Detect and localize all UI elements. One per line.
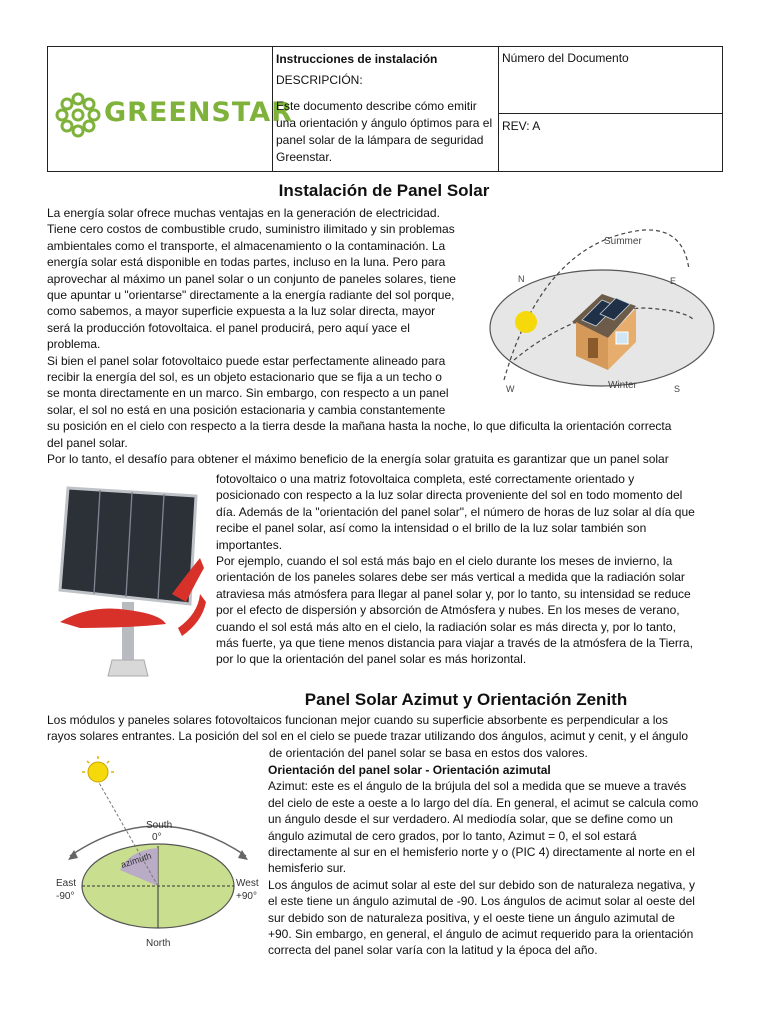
- text-line: de orientación del panel solar se basa en estos dos valores.: [269, 745, 588, 760]
- revision-label: REV: A: [502, 119, 541, 133]
- north-label: N: [518, 274, 525, 284]
- doc-info-cell: [498, 47, 722, 171]
- brand-name: GREENSTAR: [104, 97, 293, 128]
- text-line: orientación de los paneles solares debe ser más vertical a medida que la radiación solar: [216, 570, 685, 585]
- description-label: DESCRIPCIÓN:: [276, 73, 363, 87]
- text-line: correcta del panel solar varía con la latitud y la época del año.: [268, 943, 598, 958]
- winter-label: Winter: [608, 380, 637, 391]
- text-line: importantes.: [216, 537, 283, 552]
- north-label: North: [146, 938, 171, 949]
- summer-label: Summer: [604, 236, 642, 247]
- text-line: aprovechar al máximo un panel solar o un conjunto de paneles solares, tiene: [47, 271, 456, 286]
- section2-heading: Panel Solar Azimut y Orientación Zenith: [304, 690, 628, 709]
- south-degree: 0°: [152, 832, 162, 843]
- text-line: fotovoltaico o una matriz fotovoltaica completa, esté correctamente orientado y: [216, 472, 635, 486]
- text-line: Si bien el panel solar fotovoltaico puede estar perfectamente alineado para: [47, 353, 446, 368]
- text-line: Azimut: este es el ángulo de la brújula del sol a medida que se mueve a través: [268, 779, 687, 794]
- west-label: West: [236, 878, 259, 889]
- east-degree: -90°: [56, 891, 75, 902]
- east-label: E: [670, 276, 677, 286]
- logo-cell: [48, 47, 293, 171]
- doc-title: Instrucciones de instalación: [276, 52, 438, 66]
- azimuth-label: azimuth: [119, 850, 153, 870]
- text-line: día. Además de la "orientación del panel solar", el número de horas de luz solar al día que: [216, 504, 695, 519]
- text-line: Los módulos y paneles solares fotovoltaicos funcionan mejor cuando su superficie absorbente es perpendicular a los: [47, 713, 669, 727]
- azimuth-diagram-figure: [52, 756, 266, 952]
- text-line: del cielo de este a oeste a lo largo del día. En general, el acimut se calcula como: [268, 795, 699, 810]
- text-line: el este tiene un ángulo azimutal de -90. Los ángulos de acimut solar al oeste del: [268, 894, 695, 909]
- section2-intro: [47, 712, 727, 761]
- description-text: Este documento describe cómo emitir una orientación y ángulo óptimos para el panel solar de la lámpara de seguridad Greenstar.: [276, 99, 493, 164]
- text-line: hemisferio sur.: [268, 861, 347, 876]
- text-line: atraviesa más atmósfera para llegar al panel solar y, por lo tanto, su intensidad se reduce: [216, 586, 691, 601]
- text-line: como sabemos, a mayor superficie expuesta a la luz solar directa, mayor: [47, 304, 436, 319]
- section1-heading: Instalación de Panel Solar: [278, 181, 490, 200]
- text-line: Tiene cero costos de combustible crudo, suministro ilimitado y sin problemas: [47, 222, 455, 237]
- text-line: Los ángulos de acimut solar al este del sur debido son de naturaleza negativa, y: [268, 877, 695, 892]
- west-degree: +90°: [236, 891, 257, 902]
- text-line: ángulo azimutal de cero grados, por lo tanto, Azimut = 0, el sol estará: [268, 828, 637, 843]
- text-line: por lo que la orientación del panel solar es más horizontal.: [216, 652, 527, 667]
- text-line: ambientales como el transporte, el almacenamiento o la contaminación. La: [47, 238, 446, 253]
- text-line: recibe el panel solar, así como la intensidad o el brillo de la luz solar también son: [216, 521, 647, 536]
- text-line: será la producción fotovoltaica. el panel producirá, pero aquí yace el: [47, 320, 410, 335]
- text-line: rayos solares entrantes. La posición del sol en el cielo se puede trazar utilizando dos ángulos, acimut y cenit, y el ángulo: [47, 729, 689, 744]
- azimuth-subheading: Orientación del panel solar - Orientación azimutal: [268, 763, 551, 777]
- greenstar-logo-icon: [54, 91, 102, 139]
- section1-text-continued: [216, 471, 724, 668]
- text-line: Por ejemplo, cuando el sol está más bajo en el cielo durante los meses de invierno, la: [216, 554, 673, 569]
- text-line: del panel solar.: [47, 435, 128, 450]
- east-label: East: [56, 878, 77, 889]
- text-line: posicionado con respecto a la luz solar directa proveniente del sol en todo momento del: [216, 488, 683, 503]
- doc-number-label: Número del Documento: [502, 51, 629, 65]
- south-label: S: [674, 384, 681, 394]
- sun-path-house-figure: [484, 210, 722, 406]
- text-line: cuando el sol está más alto en el cielo, la radiación solar es más directa y, por lo tanto,: [216, 619, 677, 634]
- text-line: que apuntar u "orientarse" directamente a la energía radiante del sol porque,: [47, 288, 455, 303]
- text-line: problema.: [47, 337, 101, 352]
- text-line: +90. Sin embargo, en general, el ángulo de acimut requerido para la orientación: [268, 927, 694, 942]
- text-line: La energía solar ofrece muchas ventajas en la generación de electricidad.: [47, 206, 440, 220]
- text-line: un ángulo desde el sur verdadero. Al mediodía solar, que se define como un: [268, 812, 673, 827]
- text-line: por el efecto de dispersión y absorción de Atmósfera y nubes. En los meses de verano,: [216, 603, 680, 618]
- text-line: más fuerte, ya que tiene menos distancia para viajar a través de la atmósfera de la Tierra,: [216, 636, 693, 651]
- header-table: [47, 46, 723, 172]
- text-line: solar, el sol no está en una posición estacionaria y cambia constantemente: [47, 402, 446, 417]
- text-line: recibir la energía del sol, es un objeto estacionario que se fija a un techo o: [47, 370, 442, 385]
- description-cell: [272, 47, 499, 171]
- south-label: South: [146, 820, 173, 831]
- text-line: se monta directamente en un marco. Sin embargo, con respecto a un panel: [47, 386, 449, 401]
- west-label: W: [506, 384, 515, 394]
- section2-body: [268, 762, 728, 959]
- text-line: Por lo tanto, el desafío para obtener el máximo beneficio de la energía solar gratuita es garantizar que un panel solar: [47, 452, 669, 467]
- text-line: directamente al sur en el hemisferio norte y o (PIC 4) directamente al norte en el: [268, 845, 695, 860]
- text-line: sur debido son de naturaleza positiva, y el oeste tiene un ángulo azimutal de: [268, 910, 675, 925]
- text-line: energía solar está disponible en todas partes, incluso en la luna. Pero para: [47, 255, 446, 270]
- text-line: su posición en el cielo con respecto a la tierra desde la mañana hasta la noche, lo que dificulta la orientación correcta: [47, 419, 672, 434]
- tilting-solar-panel-figure: [50, 478, 210, 688]
